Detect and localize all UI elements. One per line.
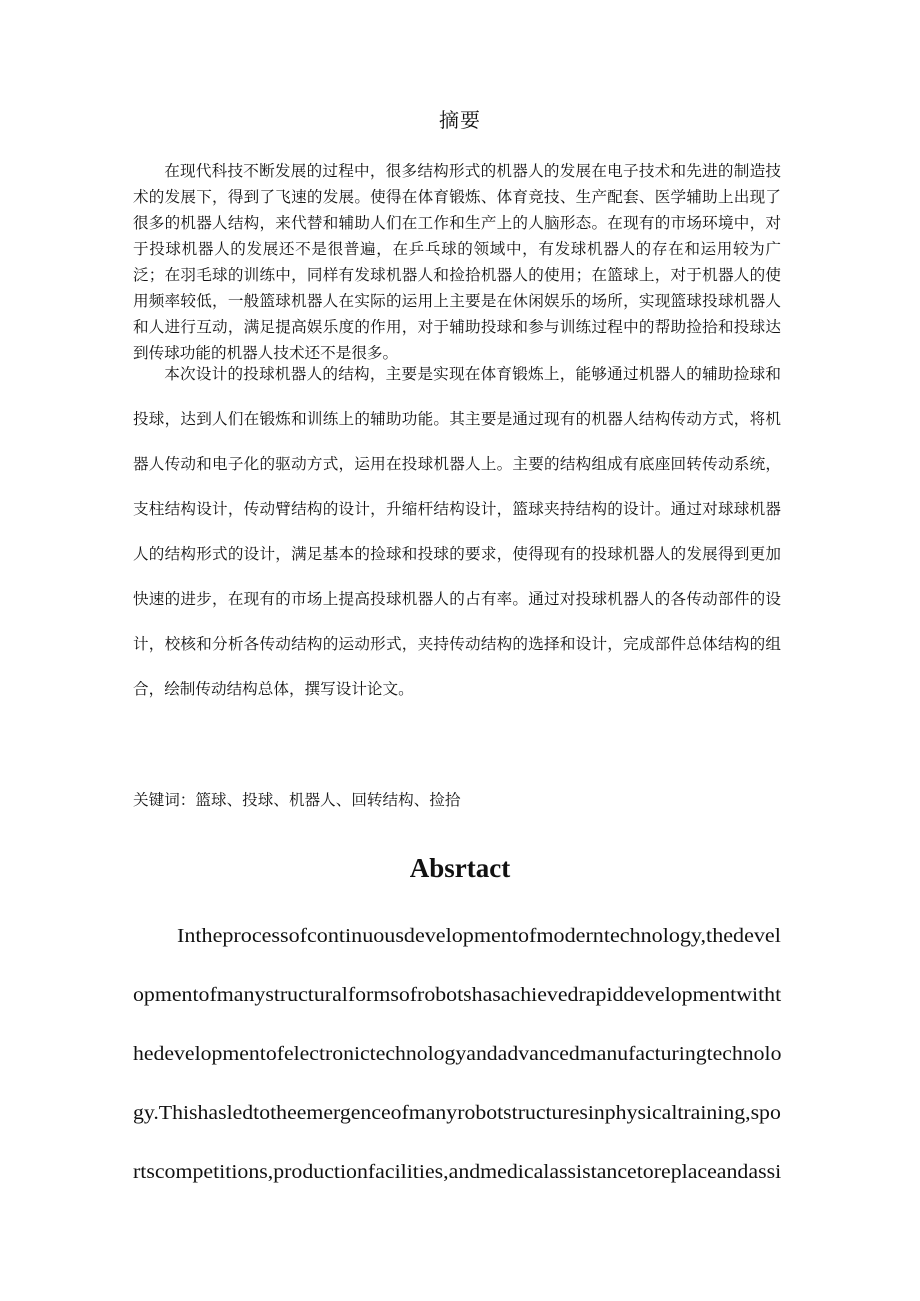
- abstract-en-line: opmentofmanystructuralformsofrobotshasachievedrapiddevelopmentwitht: [133, 984, 782, 1006]
- abstract-cn-title: 摘要: [439, 108, 481, 132]
- abstract-en-line: gy.Thishasledtotheemergenceofmanyrobotstructuresinphysicaltraining,spo: [133, 1102, 781, 1124]
- abstract-cn-paragraph-2: 本次设计的投球机器人的结构，主要是实现在体育锻炼上，能够通过机器人的辅助捡球和投球，达到人们在锻炼和训练上的辅助功能。其主要是通过现有的机器人结构传动方式，将机器人传动和电子化的驱动方式，运用在投球机器人上。主要的结构组成有底座回转传动系统，支柱结构设计，传动臂结构的设计，升缩杆结构设计，篮球夹持结构的设计。通过对球球机器人的结构形式的设计，满足基本的捡球和投球的要求，使得现有的投球机器人的发展得到更加快速的进步，在现有的市场上提高投球机器人的占有率。通过对投球机器人的各传动部件的设计，校核和分析各传动结构的运动形式，夹持传动结构的选择和设计，完成部件总体结构的组合，绘制传动结构总体，撰写设计论文。: [133, 365, 781, 698]
- abstract-en-title: Absrtact: [409, 853, 511, 883]
- abstract-en-line: rtscompetitions,productionfacilities,andmedicalassistancetoreplaceandassi: [133, 1161, 782, 1183]
- abstract-cn-keywords: 关键词：篮球、投球、机器人、回转结构、捡拾: [133, 791, 461, 809]
- abstract-en-line: hedevelopmentofelectronictechnologyandadvancedmanufacturingtechnolo: [133, 1043, 782, 1065]
- abstract-cn-paragraph-1: 在现代科技不断发展的过程中，很多结构形式的机器人的发展在电子技术和先进的制造技术的发展下，得到了飞速的发展。使得在体育锻炼、体育竞技、生产配套、医学辅助上出现了很多的机器人结构，来代替和辅助人们在工作和生产上的人脑形态。在现有的市场环境中，对于投球机器人的发展还不是很普遍，在乒乓球的领域中，有发球机器人的存在和运用较为广泛；在羽毛球的训练中，同样有发球机器人和捡拾机器人的使用；在篮球上，对于机器人的使用频率较低，一般篮球机器人在实际的运用上主要是在休闲娱乐的场所，实现篮球投球机器人和人进行互动，满足提高娱乐度的作用，对于辅助投球和参与训练过程中的帮助捡拾和投球达到传球功能的机器人技术还不是很多。: [133, 162, 781, 362]
- abstract-en-line: Intheprocessofcontinuousdevelopmentofmoderntechnology,thedevel: [177, 925, 781, 947]
